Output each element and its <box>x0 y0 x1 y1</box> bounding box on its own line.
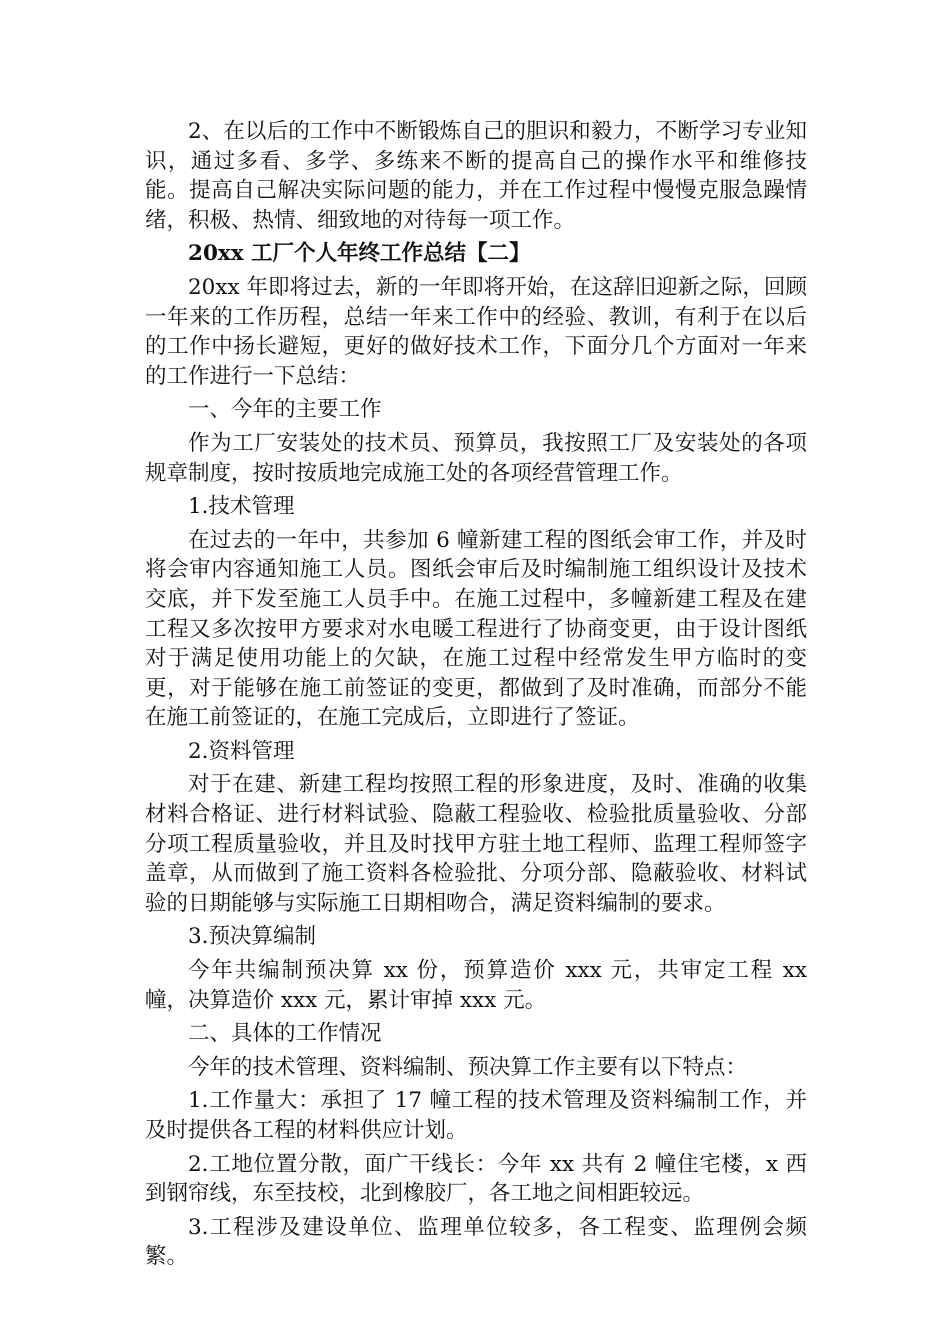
paragraph-budget: 今年共编制预决算 xx 份，预算造价 xxx 元，共审定工程 xx 幢，决算造价 xxx 元，累计审掉 xxx 元。 <box>145 958 807 1013</box>
paragraph-feature-3: 3.工程涉及建设单位、监理单位较多，各工程变、监理例会频繁。 <box>145 1214 807 1270</box>
paragraph-data-management: 对于在建、新建工程均按照工程的形象进度，及时、准确的收集材料合格证、进行材料试验、隐蔽工程验收、检验批质量验收、分部分项工程质量验收，并且及时找甲方驻土地工程师、监理工程师签字盖章，从而做到了施工资料各检验批、分项分部、隐蔽验收、材料试验的日期能够与实际施工日期相吻合，满足资料编制的要求。 <box>145 772 807 916</box>
heading-main-work: 一、今年的主要工作 <box>188 397 382 423</box>
paragraph-features: 今年的技术管理、资料编制、预决算工作主要有以下特点： <box>188 1054 748 1080</box>
paragraph-feature-1: 1.工作量大：承担了 17 幢工程的技术管理及资料编制工作，并及时提供各工程的材料供应计划。 <box>145 1088 807 1143</box>
paragraph-feature-2: 2.工地位置分散，面广干线长：今年 xx 共有 2 幢住宅楼，x 西到钢帘线，东至技校，北到橡胶厂，各工地之间相距较远。 <box>145 1151 807 1207</box>
heading-specific-work: 二、具体的工作情况 <box>188 1021 382 1047</box>
heading-data-management: 2.资料管理 <box>188 738 295 764</box>
paragraph-tech-management: 在过去的一年中，共参加 6 幢新建工程的图纸会审工作，并及时将会审内容通知施工人员。图纸会审后及时编制施工组织设计及技术交底，并下发至施工人员手中。在施工过程中，多幢新建工程及在建工程又多次按甲方要求对水电暖工程进行了协商变更，由于设计图纸对于满足使用功能上的欠缺，在施工过程中经常发生甲方临时的变更，对于能够在施工前签证的变更，都做到了及时准确，而部分不能在施工前签证的，在施工完成后，立即进行了签证。 <box>145 527 807 731</box>
paragraph-intro-2: 2、在以后的工作中不断锻炼自己的胆识和毅力，不断学习专业知识，通过多看、多学、多练来不断的提高自己的操作水平和维修技能。提高自己解决实际问题的能力，并在工作过程中慢慢克服急躁情绪，积极、热情、细致地的对待每一项工作。 <box>145 119 807 233</box>
section-title: 20xx 工厂个人年终工作总结【二】 <box>188 241 531 267</box>
heading-budget: 3.预决算编制 <box>188 924 317 950</box>
document-page <box>145 117 807 1276</box>
heading-tech-management: 1.技术管理 <box>188 494 295 520</box>
paragraph-opening: 20xx 年即将过去，新的一年即将开始，在这辞旧迎新之际，回顾一年来的工作历程，总结一年来工作中的经验、教训，有利于在以后的工作中扬长避短，更好的做好技术工作，下面分几个方面对一年来的工作进行一下总结： <box>145 274 807 389</box>
paragraph-role: 作为工厂安装处的技术员、预算员，我按照工厂及安装处的各项规章制度，按时按质地完成施工处的各项经营管理工作。 <box>145 430 807 486</box>
